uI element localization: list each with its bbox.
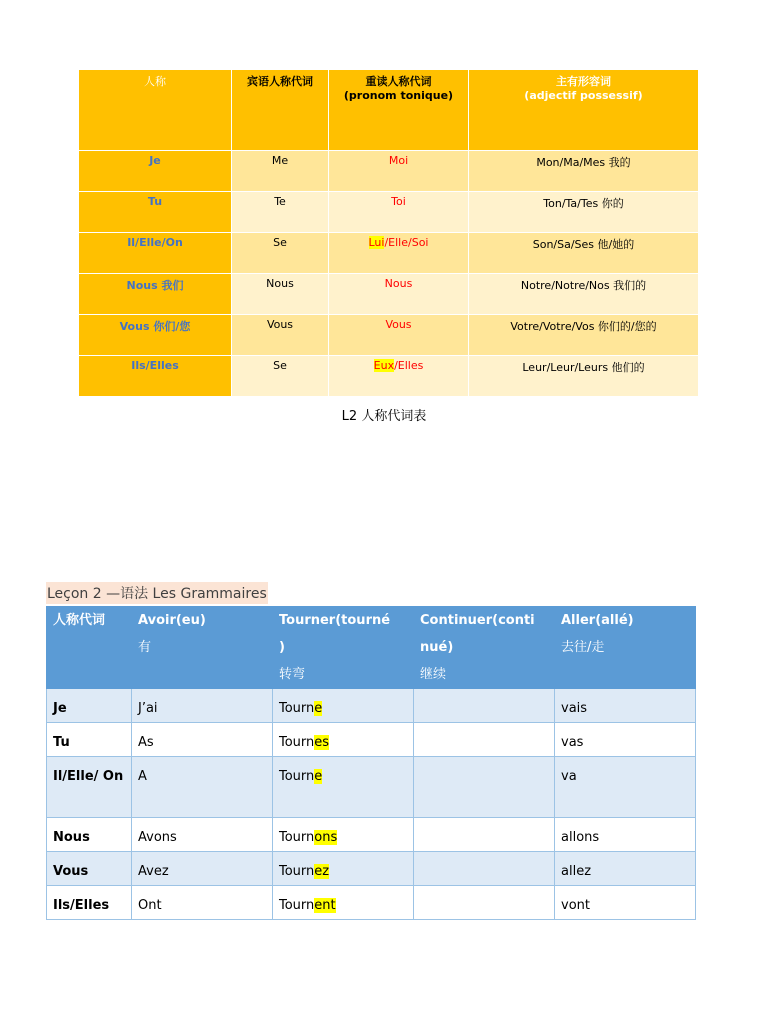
object-pronoun-cell: Vous bbox=[232, 315, 329, 356]
header-pronoun: 人称代词 bbox=[47, 607, 132, 689]
tourner-cell: Tournes bbox=[273, 723, 414, 757]
conjugation-table bbox=[46, 606, 696, 920]
header-tourner: Tourner(tourné ) 转弯 bbox=[273, 607, 414, 689]
ending-highlight: ez bbox=[314, 864, 330, 879]
pronoun-table-header bbox=[79, 70, 699, 151]
ending-highlight: es bbox=[314, 735, 330, 750]
tonic-text: Nous bbox=[384, 277, 413, 290]
pronoun-table-row bbox=[79, 315, 699, 356]
aller-cell: allons bbox=[555, 818, 696, 852]
object-pronoun-cell: Me bbox=[232, 151, 329, 192]
tonic-highlight: Eux bbox=[373, 359, 395, 372]
conjugation-row bbox=[47, 852, 696, 886]
pronoun-table-row bbox=[79, 192, 699, 233]
table-caption: L2 人称代词表 bbox=[341, 409, 427, 424]
subject-cell: Ils/Elles bbox=[79, 356, 232, 397]
tonic-rest: /Elles bbox=[394, 359, 424, 372]
tonic-pronoun-cell bbox=[329, 233, 469, 274]
continuer-cell bbox=[414, 689, 555, 723]
conjugation-row bbox=[47, 818, 696, 852]
tourner-cell: Tourne bbox=[273, 689, 414, 723]
header-tonic-pronoun: 重读人称代词 (pronom tonique) bbox=[329, 70, 469, 151]
header-aller: Aller(allé) 去往/走 bbox=[555, 607, 696, 689]
possessive-cell: Notre/Notre/Nos 我们的 bbox=[469, 274, 699, 315]
tonic-pronoun-cell bbox=[329, 274, 469, 315]
pronoun-table-row bbox=[79, 274, 699, 315]
conjugation-row bbox=[47, 757, 696, 818]
tonic-rest: /Elle/Soi bbox=[384, 236, 429, 249]
tonic-pronoun-cell bbox=[329, 192, 469, 233]
avoir-cell: A bbox=[132, 757, 273, 818]
possessive-cell: Ton/Ta/Tes 你的 bbox=[469, 192, 699, 233]
ending-highlight: e bbox=[314, 769, 323, 784]
continuer-cell bbox=[414, 852, 555, 886]
object-pronoun-cell: Se bbox=[232, 233, 329, 274]
avoir-cell: J’ai bbox=[132, 689, 273, 723]
pronoun-table-row bbox=[79, 233, 699, 274]
pronoun-cell: Tu bbox=[47, 723, 132, 757]
aller-cell: vais bbox=[555, 689, 696, 723]
possessive-cell: Votre/Votre/Vos 你们的/您的 bbox=[469, 315, 699, 356]
tonic-pronoun-cell bbox=[329, 151, 469, 192]
pronoun-table bbox=[78, 69, 699, 397]
continuer-cell bbox=[414, 886, 555, 920]
conjugation-row bbox=[47, 689, 696, 723]
possessive-cell: Leur/Leur/Leurs 他们的 bbox=[469, 356, 699, 397]
ending-highlight: ons bbox=[314, 830, 338, 845]
object-pronoun-cell: Se bbox=[232, 356, 329, 397]
conjugation-row bbox=[47, 886, 696, 920]
subject-cell: Je bbox=[79, 151, 232, 192]
tonic-pronoun-cell bbox=[329, 356, 469, 397]
header-possessive-adjective: 主有形容词 (adjectif possessif) bbox=[469, 70, 699, 151]
pronoun-cell: Vous bbox=[47, 852, 132, 886]
tonic-highlight: Lui bbox=[368, 236, 385, 249]
subject-cell: Il/Elle/On bbox=[79, 233, 232, 274]
subject-cell: Tu bbox=[79, 192, 232, 233]
tourner-cell: Tournent bbox=[273, 886, 414, 920]
header-person: 人称 bbox=[79, 70, 232, 151]
tourner-cell: Tournez bbox=[273, 852, 414, 886]
possessive-cell: Mon/Ma/Mes 我的 bbox=[469, 151, 699, 192]
tonic-pronoun-cell bbox=[329, 315, 469, 356]
pronoun-cell: Il/Elle/ On bbox=[47, 757, 132, 818]
pronoun-cell: Je bbox=[47, 689, 132, 723]
avoir-cell: Ont bbox=[132, 886, 273, 920]
aller-cell: va bbox=[555, 757, 696, 818]
pronoun-cell: Nous bbox=[47, 818, 132, 852]
pronoun-table-row bbox=[79, 356, 699, 397]
subject-cell: Vous 你们/您 bbox=[79, 315, 232, 356]
ending-highlight: ent bbox=[314, 898, 336, 913]
possessive-cell: Son/Sa/Ses 他/她的 bbox=[469, 233, 699, 274]
header-avoir: Avoir(eu) 有 bbox=[132, 607, 273, 689]
continuer-cell bbox=[414, 818, 555, 852]
object-pronoun-cell: Nous bbox=[232, 274, 329, 315]
continuer-cell bbox=[414, 723, 555, 757]
ending-highlight: e bbox=[314, 701, 323, 716]
conjugation-table-header bbox=[47, 607, 696, 689]
object-pronoun-cell: Te bbox=[232, 192, 329, 233]
pronoun-cell: Ils/Elles bbox=[47, 886, 132, 920]
pronoun-table-row bbox=[79, 151, 699, 192]
subject-cell: Nous 我们 bbox=[79, 274, 232, 315]
aller-cell: vont bbox=[555, 886, 696, 920]
aller-cell: allez bbox=[555, 852, 696, 886]
tourner-cell: Tournons bbox=[273, 818, 414, 852]
avoir-cell: Avons bbox=[132, 818, 273, 852]
avoir-cell: Avez bbox=[132, 852, 273, 886]
lesson-heading: Leçon 2 —语法 Les Grammaires bbox=[46, 582, 268, 604]
avoir-cell: As bbox=[132, 723, 273, 757]
tourner-cell: Tourne bbox=[273, 757, 414, 818]
header-continuer: Continuer(conti nué) 继续 bbox=[414, 607, 555, 689]
header-object-pronoun: 宾语人称代词 bbox=[232, 70, 329, 151]
tonic-text: Moi bbox=[388, 154, 409, 167]
conjugation-row bbox=[47, 723, 696, 757]
aller-cell: vas bbox=[555, 723, 696, 757]
tonic-text: Toi bbox=[391, 195, 406, 208]
tonic-text: Vous bbox=[385, 318, 412, 331]
continuer-cell bbox=[414, 757, 555, 818]
